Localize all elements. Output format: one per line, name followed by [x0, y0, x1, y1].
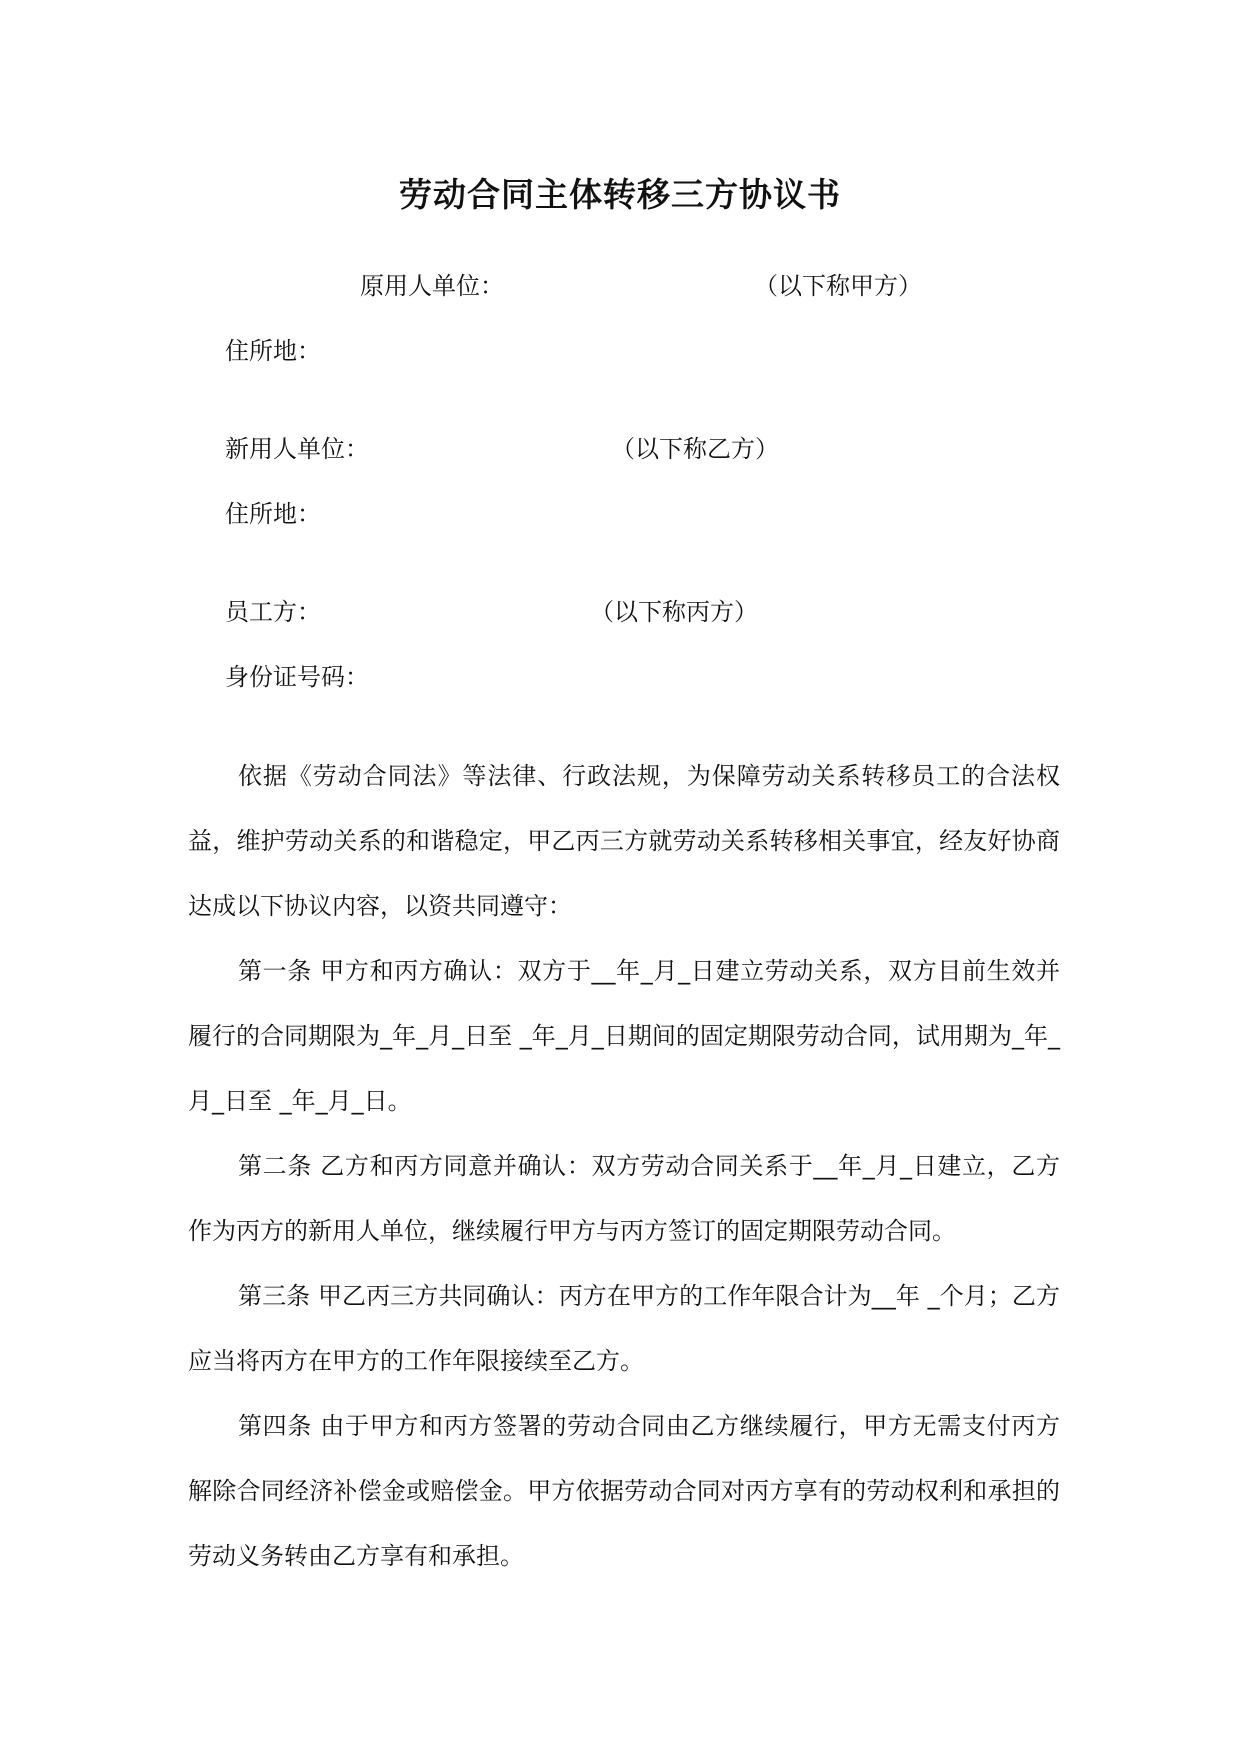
party-a-alias: （以下称甲方） [754, 272, 922, 300]
clause-2-paragraph: 第二条 乙方和丙方同意并确认：双方劳动合同关系于__年_月_日建立，乙方作为丙方的新用人单位，继续履行甲方与丙方签订的固定期限劳动合同。 [188, 1152, 1060, 1245]
party-b-label: 新用人单位： [225, 435, 369, 463]
party-c-label: 员工方： [225, 598, 321, 626]
party-a-address-label: 住所地： [225, 337, 321, 365]
party-b-alias: （以下称乙方） [611, 435, 779, 463]
page-title: 劳动合同主体转移三方协议书 [399, 175, 841, 214]
preamble-paragraph: 依据《劳动合同法》等法律、行政法规，为保障劳动关系转移员工的合法权益，维护劳动关系的和谐稳定，甲乙丙三方就劳动关系转移相关事宜，经友好协商达成以下协议内容，以资共同遵守： [188, 762, 1060, 920]
clause-3-paragraph: 第三条 甲乙丙三方共同确认：丙方在甲方的工作年限合计为__年 _个月；乙方应当将丙方在甲方的工作年限接续至乙方。 [188, 1282, 1060, 1375]
clause-1-paragraph: 第一条 甲方和丙方确认：双方于__年_月_日建立劳动关系，双方目前生效并履行的合同期限为_年_月_日至 _年_月_日期间的固定期限劳动合同，试用期为_年_月_日至 _年_月_日。 [188, 957, 1060, 1115]
party-a-label: 原用人单位： [360, 272, 504, 300]
party-b-address-label: 住所地： [225, 500, 321, 528]
party-c-id-label: 身份证号码： [225, 663, 369, 691]
agreement-body [188, 744, 1060, 1589]
clause-4-paragraph: 第四条 由于甲方和丙方签署的劳动合同由乙方继续履行，甲方无需支付丙方解除合同经济补偿金或赔偿金。甲方依据劳动合同对丙方享有的劳动权利和承担的劳动义务转由乙方享有和承担。 [188, 1412, 1060, 1570]
party-c-alias: （以下称丙方） [590, 598, 758, 626]
